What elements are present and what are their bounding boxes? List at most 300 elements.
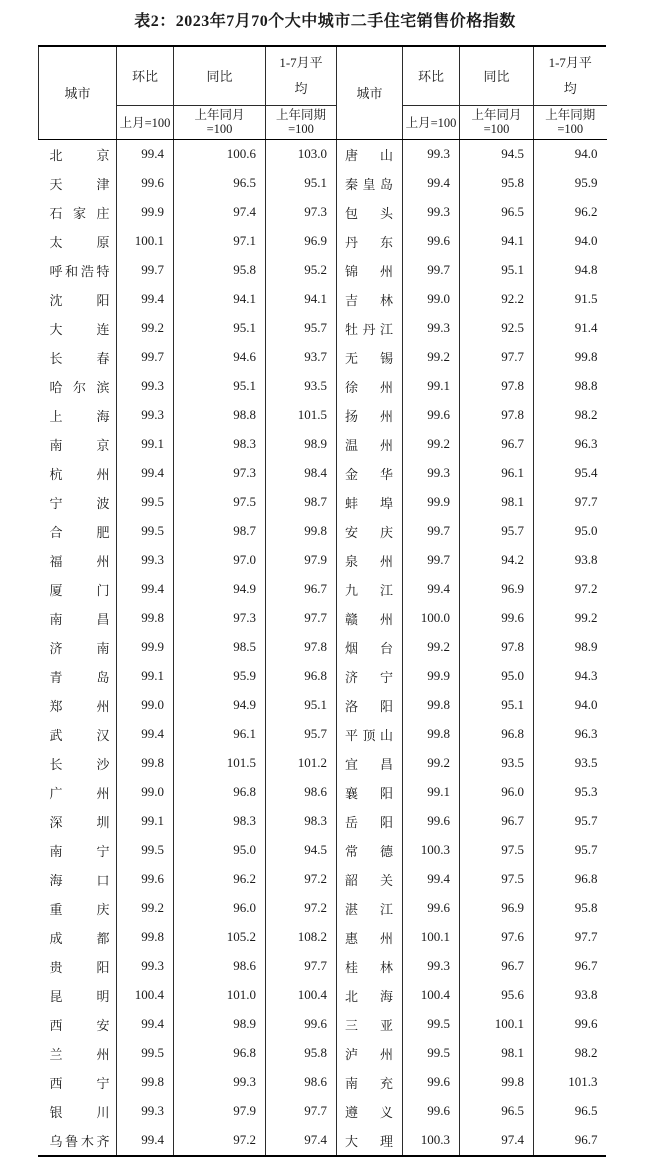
city-name: 包 头: [345, 205, 393, 221]
mom-value: 100.4: [403, 981, 460, 1010]
table-row: [39, 372, 607, 401]
yoy-value: 97.9: [174, 1097, 266, 1126]
table-row: [39, 169, 607, 198]
mom-value: 100.0: [403, 604, 460, 633]
mom-value: 99.3: [117, 401, 174, 430]
city-name: 泸 州: [345, 1046, 393, 1062]
yoy-value: 96.0: [174, 894, 266, 923]
col-header-yoy-right: 同比: [460, 47, 534, 105]
mom-value: 99.9: [117, 198, 174, 227]
table-row: [39, 749, 607, 778]
avg-value: 91.4: [574, 320, 598, 335]
mom-value: 99.7: [117, 343, 174, 372]
avg-value: 97.7: [266, 1097, 337, 1126]
city-name: 徐 州: [345, 379, 393, 395]
avg-value: 103.0: [266, 139, 337, 169]
price-index-table-wrap: [38, 45, 606, 1157]
table-row: [39, 923, 607, 952]
avg-sub-line1: 上年同期: [275, 108, 326, 122]
city-cell: [39, 720, 117, 749]
avg-value: 95.9: [574, 175, 598, 190]
city-cell: [39, 749, 117, 778]
city-cell: [39, 169, 117, 198]
city-cell: [39, 139, 117, 169]
mom-value: 99.4: [117, 1010, 174, 1039]
city-cell: [39, 807, 117, 836]
yoy-value: 92.5: [460, 314, 534, 343]
yoy-value: 98.5: [174, 633, 266, 662]
avg-value: 95.7: [266, 314, 337, 343]
city-name: 唐 山: [345, 147, 393, 163]
avg-sub-line2: =100: [288, 122, 314, 136]
city-cell: [337, 604, 403, 633]
avg-value: 101.3: [568, 1074, 598, 1089]
avg-value: 97.7: [574, 494, 598, 509]
mom-value: 99.8: [117, 749, 174, 778]
city-cell: [337, 575, 403, 604]
table-row: [39, 807, 607, 836]
avg-label-line2: 均: [563, 80, 577, 96]
yoy-value: 98.1: [460, 488, 534, 517]
mom-value: 99.7: [403, 256, 460, 285]
yoy-value: 95.8: [174, 256, 266, 285]
avg-value: 93.8: [574, 987, 598, 1002]
mom-value: 99.7: [403, 517, 460, 546]
table-row: [39, 314, 607, 343]
avg-value: 95.1: [266, 169, 337, 198]
city-cell: [337, 1126, 403, 1155]
city-name: 平 顶 山: [345, 727, 393, 743]
city-cell: [337, 546, 403, 575]
avg-value: 96.3: [574, 726, 598, 741]
mom-value: 99.6: [403, 894, 460, 923]
yoy-value: 96.9: [460, 894, 534, 923]
city-cell: [337, 198, 403, 227]
avg-value: 95.7: [266, 720, 337, 749]
yoy-value: 96.9: [460, 575, 534, 604]
avg-value: 98.9: [266, 430, 337, 459]
yoy-value: 99.3: [174, 1068, 266, 1097]
yoy-value: 94.1: [460, 227, 534, 256]
yoy-value: 92.2: [460, 285, 534, 314]
col-header-avg-right: [534, 47, 607, 105]
mom-value: 99.5: [403, 1039, 460, 1068]
city-cell: [39, 256, 117, 285]
city-cell: [337, 981, 403, 1010]
city-name: 长 春: [49, 350, 110, 366]
mom-value: 99.0: [117, 691, 174, 720]
avg-value: 95.7: [574, 813, 598, 828]
yoy-value: 99.6: [460, 604, 534, 633]
mom-value: 99.6: [117, 169, 174, 198]
city-cell: [337, 227, 403, 256]
city-name: 深 圳: [49, 814, 110, 830]
city-name: 海 口: [49, 872, 110, 888]
yoy-value: 97.8: [460, 372, 534, 401]
yoy-value: 95.1: [174, 372, 266, 401]
yoy-value: 97.8: [460, 633, 534, 662]
yoy-value: 96.5: [460, 1097, 534, 1126]
table-row: [39, 139, 607, 169]
city-name: 合 肥: [49, 524, 110, 540]
avg-value: 96.8: [266, 662, 337, 691]
yoy-value: 97.3: [174, 459, 266, 488]
yoy-value: 96.8: [174, 1039, 266, 1068]
mom-value: 99.4: [403, 575, 460, 604]
price-index-table: [38, 47, 607, 1155]
avg-value: 97.7: [266, 952, 337, 981]
city-cell: [39, 488, 117, 517]
mom-value: 99.1: [403, 778, 460, 807]
city-cell: [39, 1068, 117, 1097]
yoy-value: 97.1: [174, 227, 266, 256]
col-header-city-right: 城市: [337, 47, 403, 139]
city-name: 昆 明: [49, 988, 110, 1004]
yoy-value: 98.3: [174, 430, 266, 459]
city-cell: [39, 285, 117, 314]
city-name: 赣 州: [345, 611, 393, 627]
avg-value: 94.1: [266, 285, 337, 314]
city-name: 呼 和 浩 特: [49, 263, 110, 279]
mom-value: 99.5: [403, 1010, 460, 1039]
mom-value: 99.8: [117, 923, 174, 952]
avg-value: 94.8: [574, 262, 598, 277]
avg-value: 97.2: [266, 865, 337, 894]
yoy-value: 94.2: [460, 546, 534, 575]
mom-value: 99.4: [117, 1126, 174, 1155]
avg-value: 99.2: [574, 610, 598, 625]
avg-value: 94.0: [574, 146, 598, 161]
yoy-value: 97.8: [460, 401, 534, 430]
city-cell: [337, 691, 403, 720]
table-row: [39, 1126, 607, 1155]
avg-value: 101.5: [266, 401, 337, 430]
mom-value: 99.0: [403, 285, 460, 314]
city-cell: [337, 778, 403, 807]
city-cell: [39, 952, 117, 981]
city-cell: [39, 459, 117, 488]
yoy-value: 97.4: [174, 198, 266, 227]
avg-value: 93.7: [266, 343, 337, 372]
city-name: 哈 尔 滨: [49, 379, 110, 395]
city-cell: [337, 139, 403, 169]
avg-value: 101.2: [266, 749, 337, 778]
table-row: [39, 459, 607, 488]
city-name: 北 京: [49, 147, 110, 163]
avg-value: 91.5: [574, 291, 598, 306]
yoy-value: 97.7: [460, 343, 534, 372]
table-row: [39, 778, 607, 807]
mom-value: 99.5: [117, 517, 174, 546]
yoy-sub-line2: =100: [206, 122, 233, 136]
city-name: 湛 江: [345, 901, 393, 917]
mom-value: 99.5: [117, 488, 174, 517]
mom-value: 99.2: [403, 633, 460, 662]
mom-value: 99.3: [117, 546, 174, 575]
mom-value: 100.4: [117, 981, 174, 1010]
city-name: 青 岛: [49, 669, 110, 685]
city-cell: [39, 1039, 117, 1068]
yoy-value: 94.6: [174, 343, 266, 372]
table-row: [39, 198, 607, 227]
mom-value: 99.7: [403, 546, 460, 575]
city-name: 武 汉: [49, 727, 110, 743]
city-name: 厦 门: [49, 582, 110, 598]
city-name: 宁 波: [49, 495, 110, 511]
city-name: 遵 义: [345, 1104, 393, 1120]
avg-label-line2: 均: [294, 80, 308, 96]
avg-value: 108.2: [266, 923, 337, 952]
city-cell: [337, 372, 403, 401]
avg-value: 93.8: [574, 552, 598, 567]
yoy-value: 98.8: [174, 401, 266, 430]
city-cell: [39, 546, 117, 575]
avg-value: 98.7: [266, 488, 337, 517]
city-name: 石 家 庄: [49, 205, 110, 221]
mom-value: 100.1: [117, 227, 174, 256]
table-row: [39, 227, 607, 256]
city-cell: [39, 227, 117, 256]
city-cell: [337, 285, 403, 314]
avg-value: 96.2: [574, 204, 598, 219]
yoy-value: 95.1: [460, 691, 534, 720]
avg-value: 94.5: [266, 836, 337, 865]
city-cell: [39, 1097, 117, 1126]
table-title: 表2：2023年7月70个大中城市二手住宅销售价格指数: [134, 13, 516, 30]
city-cell: [337, 749, 403, 778]
yoy-value: 99.8: [460, 1068, 534, 1097]
city-cell: [337, 662, 403, 691]
avg-value: 96.8: [574, 871, 598, 886]
city-cell: [337, 401, 403, 430]
city-cell: [39, 981, 117, 1010]
col-header-yoy-left: 同比: [174, 47, 266, 105]
avg-value: 97.9: [266, 546, 337, 575]
city-name: 岳 阳: [345, 814, 393, 830]
avg-value: 95.0: [574, 523, 598, 538]
city-cell: [337, 488, 403, 517]
city-name: 北 海: [345, 988, 393, 1004]
table-row: [39, 285, 607, 314]
city-name: 温 州: [345, 437, 393, 453]
city-name: 沈 阳: [49, 292, 110, 308]
city-name: 襄 阳: [345, 785, 393, 801]
subheader-mom-left: 上月=100: [117, 105, 174, 139]
city-cell: [39, 894, 117, 923]
yoy-value: 96.1: [460, 459, 534, 488]
table-row: [39, 546, 607, 575]
yoy-value: 94.9: [174, 575, 266, 604]
mom-value: 99.6: [403, 1097, 460, 1126]
mom-value: 99.6: [117, 865, 174, 894]
city-name: 常 德: [345, 843, 393, 859]
avg-value: 97.3: [266, 198, 337, 227]
city-name: 兰 州: [49, 1046, 110, 1062]
yoy-value: 96.1: [174, 720, 266, 749]
city-cell: [337, 894, 403, 923]
city-cell: [337, 430, 403, 459]
avg-value: 97.8: [266, 633, 337, 662]
avg-value: 96.7: [574, 958, 598, 973]
yoy-value: 97.6: [460, 923, 534, 952]
city-cell: [39, 836, 117, 865]
city-name: 济 宁: [345, 669, 393, 685]
avg-sub-line2: =100: [557, 122, 584, 136]
city-name: 郑 州: [49, 698, 110, 714]
avg-label-line1: 1-7月平: [548, 54, 592, 70]
yoy-value: 98.3: [174, 807, 266, 836]
city-name: 吉 林: [345, 292, 393, 308]
mom-value: 99.6: [403, 401, 460, 430]
table-row: [39, 894, 607, 923]
city-cell: [337, 1039, 403, 1068]
city-name: 三 亚: [345, 1017, 393, 1033]
col-header-city-left: 城市: [39, 47, 117, 139]
city-name: 南 宁: [49, 843, 110, 859]
avg-value: 97.4: [266, 1126, 337, 1155]
mom-value: 99.4: [117, 575, 174, 604]
col-header-mom-left: 环比: [117, 47, 174, 105]
avg-value: 93.5: [266, 372, 337, 401]
city-cell: [337, 1068, 403, 1097]
city-name: 牡 丹 江: [345, 321, 393, 337]
yoy-value: 96.7: [460, 807, 534, 836]
avg-value: 94.3: [574, 668, 598, 683]
city-name: 洛 阳: [345, 698, 393, 714]
table-row: [39, 633, 607, 662]
yoy-value: 97.3: [174, 604, 266, 633]
mom-value: 99.3: [117, 952, 174, 981]
avg-value: 97.7: [574, 929, 598, 944]
mom-value: 99.8: [117, 604, 174, 633]
mom-value: 99.0: [117, 778, 174, 807]
yoy-value: 95.6: [460, 981, 534, 1010]
avg-sub-line1: 上年同期: [545, 108, 596, 122]
table-row: [39, 488, 607, 517]
city-cell: [337, 1097, 403, 1126]
city-cell: [39, 401, 117, 430]
city-cell: [337, 169, 403, 198]
mom-value: 99.3: [403, 952, 460, 981]
mom-value: 99.1: [117, 662, 174, 691]
yoy-value: 100.6: [174, 139, 266, 169]
avg-value: 97.2: [266, 894, 337, 923]
mom-value: 99.1: [117, 430, 174, 459]
city-name: 扬 州: [345, 408, 393, 424]
yoy-value: 95.1: [460, 256, 534, 285]
yoy-value: 97.5: [460, 865, 534, 894]
mom-value: 99.3: [403, 198, 460, 227]
city-cell: [337, 1010, 403, 1039]
yoy-value: 94.9: [174, 691, 266, 720]
city-cell: [39, 923, 117, 952]
city-cell: [337, 720, 403, 749]
avg-value: 95.1: [266, 691, 337, 720]
mom-value: 99.3: [403, 314, 460, 343]
yoy-value: 96.8: [174, 778, 266, 807]
avg-value: 95.4: [574, 465, 598, 480]
city-cell: [337, 314, 403, 343]
city-name: 乌 鲁 木 齐: [49, 1133, 110, 1149]
yoy-value: 96.0: [460, 778, 534, 807]
yoy-value: 95.7: [460, 517, 534, 546]
yoy-value: 98.6: [174, 952, 266, 981]
avg-value: 100.4: [266, 981, 337, 1010]
city-name: 九 江: [345, 582, 393, 598]
avg-value: 98.4: [266, 459, 337, 488]
avg-value: 98.8: [574, 378, 598, 393]
table-row: [39, 256, 607, 285]
table-row: [39, 575, 607, 604]
yoy-sub-line2: =100: [483, 122, 510, 136]
avg-value: 95.8: [266, 1039, 337, 1068]
yoy-value: 94.1: [174, 285, 266, 314]
city-cell: [337, 836, 403, 865]
yoy-value: 96.7: [460, 430, 534, 459]
table-body: [39, 139, 607, 1155]
yoy-value: 105.2: [174, 923, 266, 952]
city-name: 长 沙: [49, 756, 110, 772]
mom-value: 99.9: [403, 662, 460, 691]
subheader-yoy-right: [460, 105, 534, 139]
mom-value: 99.9: [403, 488, 460, 517]
subheader-avg-right: [534, 105, 607, 139]
yoy-sub-line1: 上年同月: [194, 108, 245, 122]
city-cell: [39, 198, 117, 227]
table-row: [39, 720, 607, 749]
city-cell: [39, 778, 117, 807]
mom-value: 99.2: [403, 343, 460, 372]
subheader-yoy-left: [174, 105, 266, 139]
avg-value: 99.8: [574, 349, 598, 364]
mom-value: 99.8: [403, 720, 460, 749]
subheader-mom-right: 上月=100: [403, 105, 460, 139]
mom-value: 99.4: [403, 865, 460, 894]
city-name: 锦 州: [345, 263, 393, 279]
mom-value: 99.8: [117, 1068, 174, 1097]
yoy-value: 95.0: [460, 662, 534, 691]
mom-value: 99.6: [403, 807, 460, 836]
avg-value: 97.7: [266, 604, 337, 633]
city-name: 南 充: [345, 1075, 393, 1091]
city-name: 西 宁: [49, 1075, 110, 1091]
city-name: 广 州: [49, 785, 110, 801]
table-row: [39, 952, 607, 981]
avg-value: 96.7: [574, 1132, 598, 1147]
mom-value: 99.4: [403, 169, 460, 198]
city-cell: [39, 865, 117, 894]
mom-value: 100.3: [403, 836, 460, 865]
table-row: [39, 865, 607, 894]
city-cell: [39, 1010, 117, 1039]
table-row: [39, 1010, 607, 1039]
city-name: 桂 林: [345, 959, 393, 975]
city-cell: [337, 807, 403, 836]
mom-value: 99.2: [117, 894, 174, 923]
yoy-value: 97.5: [174, 488, 266, 517]
city-name: 泉 州: [345, 553, 393, 569]
avg-value: 98.6: [266, 778, 337, 807]
mom-value: 99.4: [117, 720, 174, 749]
city-name: 太 原: [49, 234, 110, 250]
city-cell: [39, 314, 117, 343]
mom-value: 99.6: [403, 227, 460, 256]
avg-value: 98.2: [574, 407, 598, 422]
subheader-avg-left: [266, 105, 337, 139]
yoy-value: 95.8: [460, 169, 534, 198]
table-row: [39, 401, 607, 430]
city-cell: [39, 430, 117, 459]
